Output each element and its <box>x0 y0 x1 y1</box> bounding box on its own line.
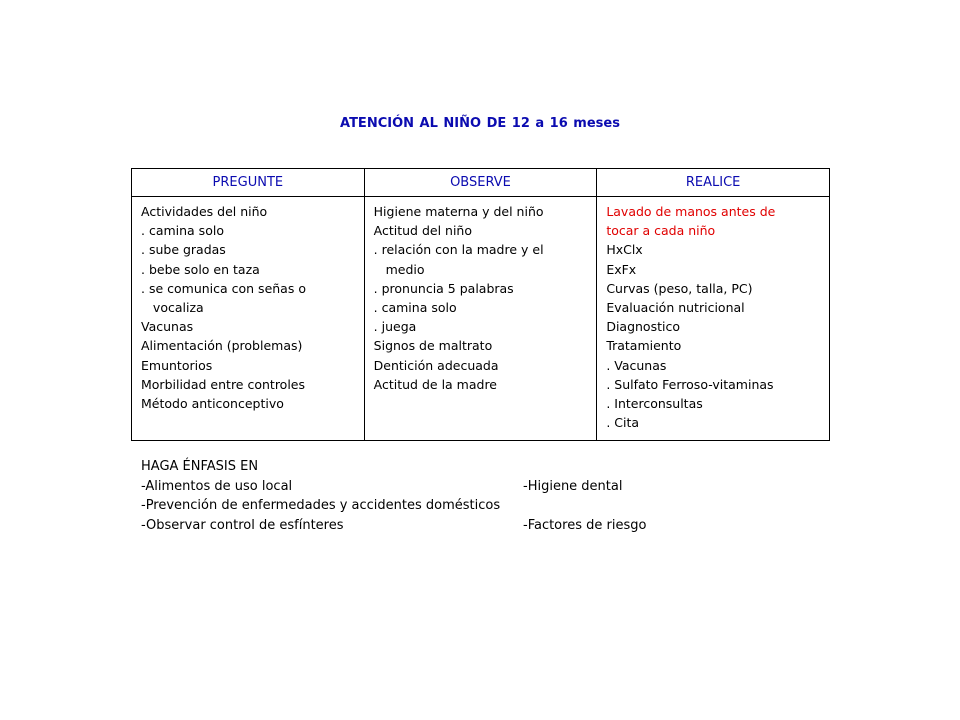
emphasis-section <box>141 457 647 535</box>
emphasis-row <box>141 496 500 516</box>
list-item: HxClx <box>606 242 643 258</box>
handwash-highlight: tocar a cada niño <box>606 223 716 239</box>
list-item: . bebe solo en taza <box>141 261 260 277</box>
list-item: Dentición adecuada <box>373 357 499 373</box>
emphasis-item: -Alimentos de uso local <box>141 478 293 494</box>
list-item: . Cita <box>606 415 640 431</box>
list-item: Emuntorios <box>141 357 213 373</box>
table-header-row <box>132 169 830 197</box>
list-item: Evaluación nutricional <box>606 300 745 316</box>
list-item: . Sulfato Ferroso-vitaminas <box>606 376 774 392</box>
observe-cell <box>364 197 597 441</box>
list-item: . Vacunas <box>606 357 667 373</box>
list-item: Tratamiento <box>606 338 682 354</box>
list-item: Higiene materna y del niño <box>373 204 544 219</box>
list-item: Actitud del niño <box>373 223 473 239</box>
list-item: . Interconsultas <box>606 396 703 412</box>
realice-cell <box>597 197 830 441</box>
list-item: Actitud de la madre <box>373 376 497 392</box>
attention-table <box>131 168 830 441</box>
list-item: Diagnostico <box>606 319 680 335</box>
header-observe: OBSERVE <box>364 169 597 197</box>
list-item: Curvas (peso, talla, PC) <box>606 280 753 296</box>
list-item: ExFx <box>606 261 637 277</box>
list-item: . juega <box>373 319 417 335</box>
list-item: . sube gradas <box>141 242 226 258</box>
list-item: . camina solo <box>373 300 457 316</box>
header-pregunte: PREGUNTE <box>132 169 365 197</box>
table-body-row <box>132 197 830 441</box>
page-title: ATENCIÓN AL NIÑO DE 12 a 16 meses <box>340 116 620 131</box>
list-item: Morbilidad entre controles <box>141 376 306 392</box>
emphasis-item: -Higiene dental <box>523 478 623 494</box>
emphasis-item: -Prevención de enfermedades y accidentes domésticos <box>141 498 501 513</box>
list-item: vocaliza <box>141 300 204 316</box>
handwash-highlight: Lavado de manos antes de <box>606 204 776 219</box>
list-item: Vacunas <box>141 319 194 335</box>
emphasis-item: -Observar control de esfínteres <box>141 517 344 533</box>
emphasis-item: -Factores de riesgo <box>523 517 647 533</box>
emphasis-row <box>141 477 623 497</box>
list-item: Signos de maltrato <box>373 338 493 354</box>
list-item: medio <box>373 261 425 277</box>
emphasis-row <box>141 516 647 536</box>
pregunte-cell <box>132 197 365 441</box>
list-item: . pronuncia 5 palabras <box>373 280 514 296</box>
emphasis-heading: HAGA ÉNFASIS EN <box>141 459 259 474</box>
header-realice: REALICE <box>597 169 830 197</box>
list-item: . se comunica con señas o <box>141 280 306 296</box>
list-item: Método anticonceptivo <box>141 396 284 412</box>
list-item: Alimentación (problemas) <box>141 338 303 354</box>
list-item: . relación con la madre y el <box>373 242 544 258</box>
list-item: Actividades del niño <box>141 204 268 219</box>
list-item: . camina solo <box>141 223 224 239</box>
